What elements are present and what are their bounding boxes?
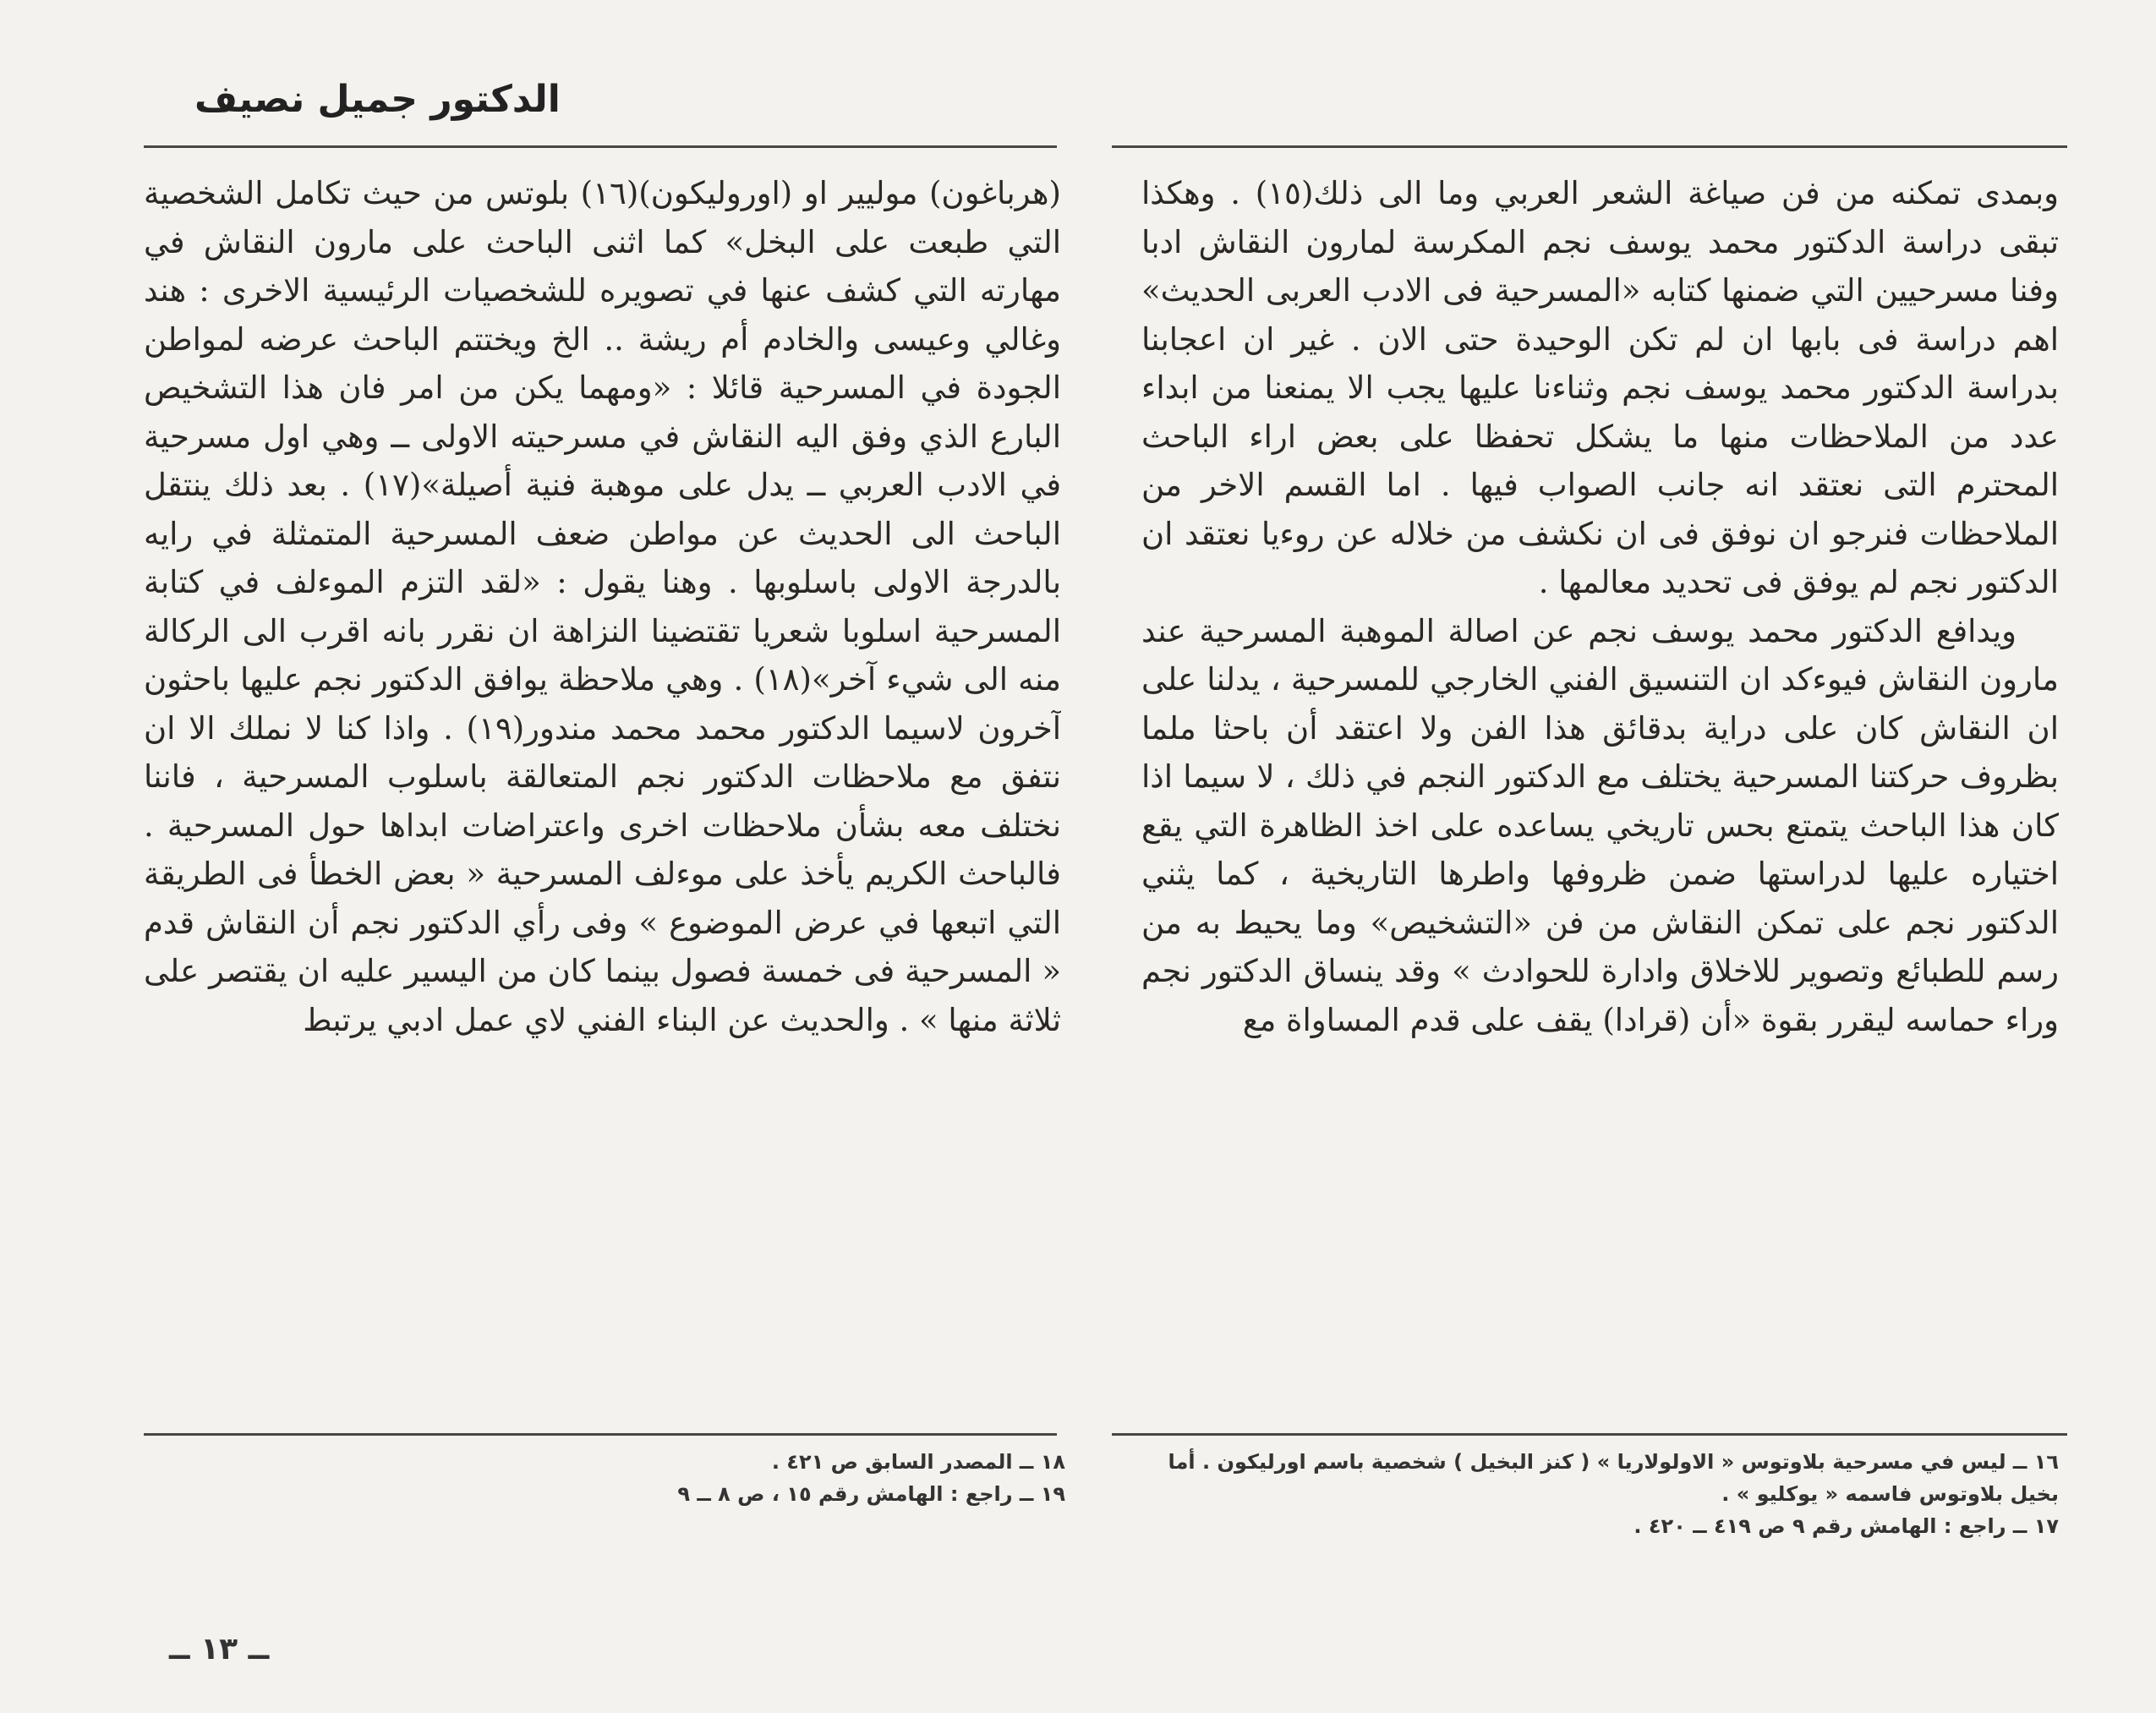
footnotes-right: [1125, 1446, 2059, 1542]
left-text-column: [144, 169, 1061, 1387]
footnotes-left: [457, 1446, 1065, 1510]
paragraph: وبمدى تمكنه من فن صياغة الشعر العربي وما الى ذلك(١٥) . وهكذا تبقى دراسة الدكتور محمد يوسف نجم المكرسة لمارون النقاش ادبا وفنا مسرحيين التي ضمنها كتابه «المسرحية فى الادب العربى الحديث» اهم دراسة فى بابها ان لم تكن الوحيدة حتى الان . غير ان اعجابنا بدراسة الدكتور محمد يوسف نجم وثناءنا عليها يجب الا يمنعنا من ابداء عدد من الملاحظات منها ما يشكل تحفظا على بعض اراء الباحث المحترم التى نعتقد انه جانب الصواب فيها . اما القسم الاخر من الملاحظات فنرجو ان نوفق فى ان نكشف من خلاله عن روءيا نعتقد ان الدكتور نجم لم يوفق فى تحديد معالمها .: [1141, 175, 2059, 600]
header-rule-right: [1112, 145, 2067, 148]
paragraph: ويدافع الدكتور محمد يوسف نجم عن اصالة الموهبة المسرحية عند مارون النقاش فيوءكد ان التنسيق الفني الخارجي للمسرحية ، يدلنا على ان النقاش كان على دراية بدقائق هذا الفن ولا اعتقد أن باحثا ملما بظروف حركتنا المسرحية يختلف مع الدكتور النجم في ذلك ، لا سيما اذا كان هذا الباحث يتمتع بحس تاريخي يساعده على اخذ الظاهرة التي يقع اختياره عليها لدراستها ضمن ظروفها واطرها التاريخية ، كما يثني الدكتور نجم على تمكن النقاش من فن «التشخيص» وما يحيط به من رسم للطبائع وتصوير للاخلاق وادارة للحوادث » وقد ينساق الدكتور نجم وراء حماسه ليقرر بقوة «أن (قرادا) يقف على قدم المساواة مع: [1141, 612, 2059, 1038]
footnote-rule-right: [1112, 1433, 2067, 1436]
paragraph: (هرباغون) موليير او (اوروليكون)(١٦) بلوتس من حيث تكامل الشخصية التي طبعت على البخل» كما اثنى الباحث على مارون النقاش في مهارته التي كشف عنها في تصويره للشخصيات الرئيسية الاخرى : هند وغالي وعيسى والخادم أم ريشة .. الخ ويختتم الباحث عرضه لمواطن الجودة في المسرحية قائلا : «ومهما يكن من امر فان هذا التشخيص البارع الذي وفق اليه النقاش في مسرحيته الاولى ــ وهي اول مسرحية في الادب العربي ــ يدل على موهبة فنية أصيلة»(١٧) . بعد ذلك ينتقل الباحث الى الحديث عن مواطن ضعف المسرحية المتمثلة في رايه بالدرجة الاولى باسلوبها . وهنا يقول : «لقد التزم الموءلف في كتابة المسرحية اسلوبا شعريا تقتضينا النزاهة ان نقرر بانه اقرب الى الركالة منه الى شيء آخر»(١٨) . وهي ملاحظة يوافق الدكتور نجم عليها باحثون آخرون لاسيما الدكتور محمد محمد مندور(١٩) . واذا كنا لا نملك الا ان نتفق مع ملاحظات الدكتور نجم المتعالقة باسلوب المسرحية ، فاننا نختلف معه بشأن ملاحظات اخرى واعتراضات ابداها حول المسرحية . فالباحث الكريم يأخذ على موءلف المسرحية « بعض الخطأ فى الطريقة التي اتبعها في عرض الموضوع » وفى رأي الدكتور نجم أن النقاش قدم « المسرحية فى خمسة فصول بينما كان من اليسير عليه ان يقتصر على ثلاثة منها » . والحديث عن البناء الفني لاي عمل ادبي يرتبط: [144, 175, 1061, 1038]
footnote: ١٧ ــ راجع : الهامش رقم ٩ ص ٤١٩ ــ ٤٢٠ .: [1633, 1514, 2059, 1538]
footnote: ١٩ ــ راجع : الهامش رقم ١٥ ، ص ٨ ــ ٩: [677, 1482, 1065, 1506]
running-header-author: الدكتور جميل نصيف: [194, 78, 561, 121]
footnote: ١٨ ــ المصدر السابق ص ٤٢١ .: [771, 1450, 1065, 1474]
footnote-rule-left: [144, 1433, 1057, 1436]
footnote: ١٦ ــ ليس في مسرحية بلاوتوس « الاولولاريا » ( كنز البخيل ) شخصية باسم اورليكون . أما بخيل بلاوتوس فاسمه « يوكليو » .: [1168, 1450, 2059, 1506]
header-rule-left: [144, 145, 1057, 148]
page-number: ــ ١٣ ــ: [169, 1632, 270, 1666]
right-text-column: [1141, 169, 2059, 1387]
